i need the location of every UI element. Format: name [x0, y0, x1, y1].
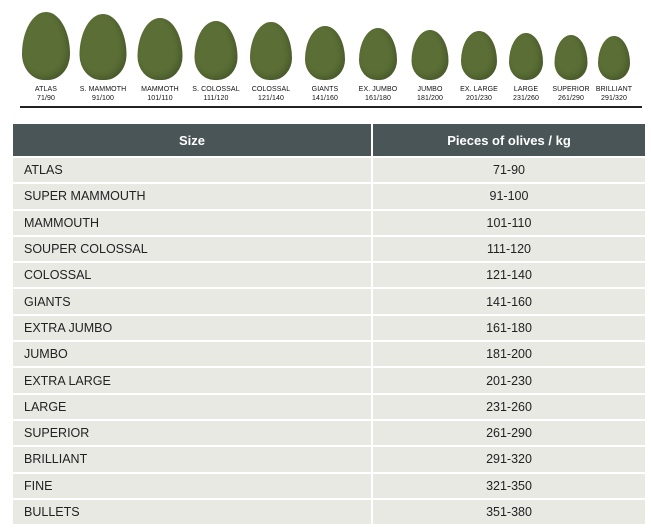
olive-image	[598, 36, 630, 80]
olive-size-range: 201/230	[465, 95, 492, 102]
size-name-cell: SUPERIOR	[13, 419, 373, 445]
olive-size-name: S. COLOSSAL	[192, 86, 240, 93]
table-row	[13, 261, 645, 287]
pieces-per-kg-cell: 141-160	[373, 287, 645, 313]
olive-size-name: ATLAS	[34, 86, 58, 93]
olive-size-item	[584, 0, 644, 106]
size-name-cell: BRILLIANT	[13, 445, 373, 471]
table-row	[13, 393, 645, 419]
olive-size-range: 101/110	[147, 95, 173, 102]
table-row	[13, 366, 645, 392]
olive-image	[509, 33, 543, 80]
olive-image	[555, 35, 588, 80]
pieces-per-kg-cell: 91-100	[373, 182, 645, 208]
size-name-cell: EXTRA JUMBO	[13, 314, 373, 340]
scale-divider	[20, 106, 642, 108]
table-header-row	[13, 124, 645, 156]
size-name-cell: SUPER MAMMOUTH	[13, 182, 373, 208]
olive-size-item	[348, 0, 408, 106]
olive-image	[412, 30, 449, 80]
size-name-cell: ATLAS	[13, 156, 373, 182]
olive-size-item	[186, 0, 246, 106]
olive-image	[461, 31, 497, 80]
olive-size-range: 141/160	[311, 95, 338, 102]
olive-size-item	[73, 0, 133, 106]
olive-size-range: 91/100	[91, 95, 114, 102]
olive-size-table	[13, 124, 645, 524]
olive-size-name: GIANTS	[311, 86, 339, 93]
table-row	[13, 209, 645, 235]
size-name-cell: JUMBO	[13, 340, 373, 366]
column-header-pieces-per-kg: Pieces of olives / kg	[373, 124, 645, 156]
olive-image	[138, 18, 183, 80]
olive-size-name: MAMMOTH	[141, 86, 179, 93]
olive-size-name: SUPERIOR	[552, 86, 590, 93]
olive-size-name: EX. JUMBO	[358, 86, 398, 93]
table-row	[13, 445, 645, 471]
size-name-cell: GIANTS	[13, 287, 373, 313]
olive-size-range: 231/260	[512, 95, 539, 102]
table-row	[13, 287, 645, 313]
pieces-per-kg-cell: 351-380	[373, 498, 645, 524]
olive-size-name: COLOSSAL	[251, 86, 291, 93]
table-row	[13, 472, 645, 498]
olive-size-name: S. MAMMOTH	[79, 86, 127, 93]
table-row	[13, 340, 645, 366]
olive-size-range: 161/180	[364, 95, 391, 102]
pieces-per-kg-cell: 111-120	[373, 235, 645, 261]
size-name-cell: BULLETS	[13, 498, 373, 524]
pieces-per-kg-cell: 261-290	[373, 419, 645, 445]
pieces-per-kg-cell: 201-230	[373, 366, 645, 392]
olive-size-item	[241, 0, 301, 106]
pieces-per-kg-cell: 231-260	[373, 393, 645, 419]
olive-image	[80, 14, 127, 80]
olive-size-item	[295, 0, 355, 106]
table-row	[13, 235, 645, 261]
olive-size-range: 111/120	[203, 95, 229, 102]
olive-image	[22, 12, 70, 80]
table-row	[13, 182, 645, 208]
olive-size-range: 261/290	[557, 95, 584, 102]
table-row	[13, 498, 645, 524]
pieces-per-kg-cell: 291-320	[373, 445, 645, 471]
olive-size-range: 121/140	[257, 95, 284, 102]
pieces-per-kg-cell: 181-200	[373, 340, 645, 366]
olive-size-name: BRILLIANT	[595, 86, 633, 93]
pieces-per-kg-cell: 101-110	[373, 209, 645, 235]
olive-image	[250, 22, 292, 80]
pieces-per-kg-cell: 321-350	[373, 472, 645, 498]
size-name-cell: SOUPER COLOSSAL	[13, 235, 373, 261]
olive-size-name: JUMBO	[417, 86, 443, 93]
table-row	[13, 314, 645, 340]
pieces-per-kg-cell: 71-90	[373, 156, 645, 182]
pieces-per-kg-cell: 161-180	[373, 314, 645, 340]
olive-size-range: 291/320	[600, 95, 627, 102]
olive-size-name: EX. LARGE	[460, 86, 498, 93]
pieces-per-kg-cell: 121-140	[373, 261, 645, 287]
olive-image	[359, 28, 397, 80]
size-name-cell: FINE	[13, 472, 373, 498]
olive-image	[195, 21, 238, 80]
table-row	[13, 419, 645, 445]
olive-image	[305, 26, 345, 80]
olive-size-range: 181/200	[416, 95, 443, 102]
olive-size-range: 71/90	[36, 95, 56, 102]
column-header-size: Size	[13, 124, 373, 156]
olive-size-scale	[0, 0, 651, 110]
size-name-cell: EXTRA LARGE	[13, 366, 373, 392]
olive-size-name: LARGE	[513, 86, 539, 93]
table-row	[13, 156, 645, 182]
olive-size-item	[16, 0, 76, 106]
size-name-cell: MAMMOUTH	[13, 209, 373, 235]
size-name-cell: COLOSSAL	[13, 261, 373, 287]
olive-size-item	[130, 0, 190, 106]
size-name-cell: LARGE	[13, 393, 373, 419]
